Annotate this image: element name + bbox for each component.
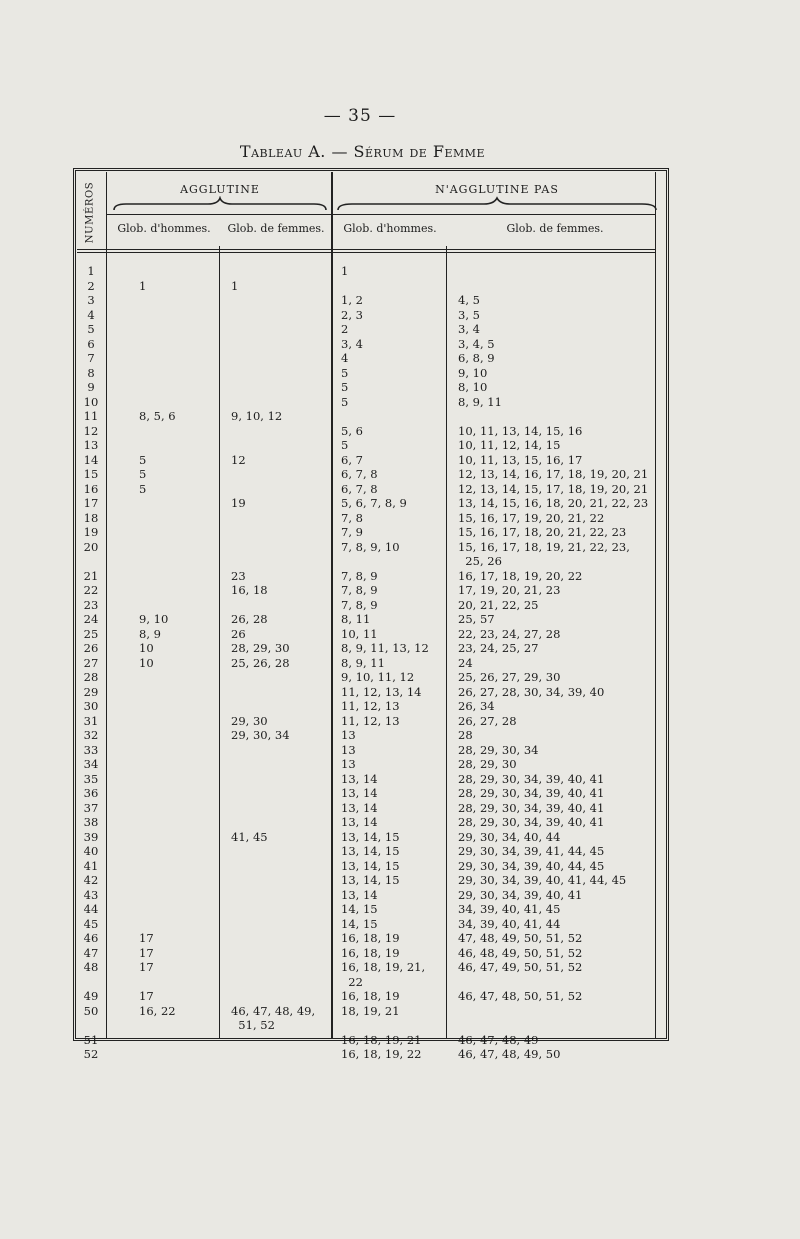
- nag-hommes-cell: 14, 15: [341, 902, 378, 916]
- nag-femmes-cell: 6, 8, 9: [458, 351, 495, 365]
- nag-femmes-cell: 46, 47, 48, 50, 51, 52: [458, 989, 583, 1003]
- header-rule: [106, 214, 655, 215]
- table-row: [0, 511, 800, 526]
- nag-femmes-cell: 26, 27, 28: [458, 713, 517, 728]
- table-row: [0, 728, 800, 743]
- nag-femmes-cell: 34, 39, 40, 41, 44: [458, 916, 561, 931]
- nag-femmes-cell: 22, 23, 24, 27, 28: [458, 626, 561, 641]
- nag-femmes-cell: 28: [458, 728, 473, 742]
- nag-hommes-cell: 13, 14: [341, 815, 378, 829]
- row-number: 48: [83, 960, 99, 974]
- row-number: 39: [83, 829, 99, 844]
- nag-hommes-cell: 6, 7: [341, 452, 363, 467]
- row-number: 44: [83, 902, 99, 916]
- table-row: [0, 1018, 800, 1033]
- table-row: [0, 264, 800, 279]
- nag-hommes-cell: 11, 12, 13: [341, 713, 400, 728]
- nag-femmes-cell: 29, 30, 34, 39, 40, 41: [458, 887, 583, 902]
- table-body: [0, 264, 800, 1062]
- row-number: 29: [83, 684, 99, 699]
- table-row: [0, 598, 800, 613]
- table-row: [0, 554, 800, 569]
- agg-hommes-cell: 9, 10: [139, 612, 169, 626]
- row-number: 3: [87, 293, 95, 307]
- agg-hommes-cell: 8, 9: [139, 626, 161, 641]
- row-number: 41: [83, 858, 99, 873]
- nag-hommes-cell: 16, 18, 19: [341, 945, 400, 960]
- nag-hommes-header: Glob. d'hommes.: [343, 222, 437, 235]
- row-number: 33: [83, 742, 99, 757]
- nag-femmes-cell: 46, 47, 48, 49: [458, 1032, 539, 1047]
- table-row: [0, 685, 800, 700]
- agglutine-brace: [112, 196, 328, 214]
- table-row: [0, 1033, 800, 1048]
- table-row: [0, 772, 800, 787]
- agg-femmes-cell: 9, 10, 12: [231, 409, 283, 423]
- row-number: 15: [83, 467, 99, 481]
- nag-femmes-cell: 26, 34: [458, 699, 495, 713]
- table-row: [0, 917, 800, 932]
- row-number: 21: [83, 568, 99, 583]
- table-row: [0, 308, 800, 323]
- agg-hommes-cell: 17: [139, 945, 154, 960]
- table-row: [0, 482, 800, 497]
- table-row: [0, 830, 800, 845]
- row-number: 28: [83, 670, 99, 684]
- nag-hommes-cell: 14, 15: [341, 916, 378, 931]
- agg-femmes-cell: 26: [231, 626, 246, 641]
- agg-femmes-cell: 29, 30: [231, 713, 268, 728]
- agglutine-header: AGGLUTINE: [180, 183, 260, 196]
- agg-femmes-header: Glob. de femmes.: [227, 222, 325, 235]
- nag-femmes-cell: 3, 4, 5: [458, 336, 495, 351]
- row-number: 37: [83, 800, 99, 815]
- row-number: 18: [83, 510, 99, 525]
- table-row: [0, 1004, 800, 1019]
- nag-femmes-cell: 12, 13, 14, 16, 17, 18, 19, 20, 21: [458, 467, 649, 481]
- nag-femmes-cell: 12, 13, 14, 15, 17, 18, 19, 20, 21: [458, 481, 649, 496]
- table-row: [0, 975, 800, 990]
- row-number: 50: [83, 1003, 99, 1018]
- row-number: 34: [83, 757, 99, 771]
- table-row: [0, 569, 800, 584]
- table-title: Tableau A. — Sérum de Femme: [239, 142, 486, 161]
- nagglutine-pas-brace: [336, 196, 658, 214]
- table-row: [0, 279, 800, 294]
- numeros-header-label: NUMÉROS: [84, 181, 96, 243]
- agg-hommes-cell: 8, 5, 6: [139, 409, 176, 423]
- nag-hommes-cell: 5, 6, 7, 8, 9: [341, 496, 407, 510]
- nag-femmes-cell: 8, 9, 11: [458, 394, 502, 409]
- table-row: [0, 931, 800, 946]
- table-row: [0, 743, 800, 758]
- nag-femmes-cell: 20, 21, 22, 25: [458, 597, 539, 612]
- nag-hommes-cell: 13, 14, 15: [341, 858, 400, 873]
- row-number: 49: [83, 989, 99, 1003]
- nag-femmes-cell: 28, 29, 30, 34, 39, 40, 41: [458, 815, 605, 829]
- row-number: 14: [83, 452, 99, 467]
- numeros-header: [77, 176, 103, 248]
- nagglutine-pas-header: N'AGGLUTINE PAS: [435, 183, 559, 196]
- nag-hommes-cell: 5: [341, 380, 349, 394]
- nag-femmes-cell: 46, 47, 49, 50, 51, 52: [458, 960, 583, 974]
- table-row: [0, 641, 800, 656]
- nag-femmes-cell: 46, 47, 48, 49, 50: [458, 1047, 561, 1061]
- row-number: 30: [83, 699, 99, 713]
- agg-femmes-cell: 1: [231, 278, 239, 293]
- nag-hommes-cell: 7, 8, 9: [341, 597, 378, 612]
- nag-hommes-cell: 1: [341, 264, 349, 278]
- nag-femmes-cell: 15, 16, 17, 18, 19, 21, 22, 23,: [458, 539, 630, 554]
- nag-femmes-cell: 10, 11, 13, 15, 16, 17: [458, 452, 583, 467]
- table-row: [0, 902, 800, 917]
- row-number: 25: [83, 626, 99, 641]
- table-row: [0, 786, 800, 801]
- nag-femmes-cell: 17, 19, 20, 21, 23: [458, 583, 561, 597]
- nag-femmes-cell: 25, 26, 27, 29, 30: [458, 670, 561, 684]
- row-number: 31: [83, 713, 99, 728]
- nag-hommes-cell: 16, 18, 19, 21: [341, 1032, 422, 1047]
- row-number: 32: [83, 728, 99, 742]
- table-row: [0, 424, 800, 439]
- nag-femmes-cell: 10, 11, 12, 14, 15: [458, 438, 561, 452]
- row-number: 22: [83, 583, 99, 597]
- nag-femmes-header: Glob. de femmes.: [506, 222, 604, 235]
- row-number: 2: [87, 278, 95, 293]
- row-number: 4: [87, 307, 95, 322]
- nag-femmes-cell: 28, 29, 30, 34, 39, 40, 41: [458, 771, 605, 786]
- table-row: [0, 859, 800, 874]
- nag-hommes-cell: 16, 18, 19: [341, 931, 400, 945]
- table-row: [0, 844, 800, 859]
- agg-hommes-cell: 5: [139, 452, 147, 467]
- row-number: 11: [83, 409, 99, 423]
- nag-femmes-cell: 4, 5: [458, 293, 480, 307]
- nag-femmes-cell: 26, 27, 28, 30, 34, 39, 40: [458, 684, 605, 699]
- agg-femmes-cell: 19: [231, 496, 246, 510]
- nag-hommes-cell: 8, 9, 11: [341, 655, 385, 670]
- nag-hommes-cell: 2: [341, 322, 349, 336]
- agg-hommes-cell: 10: [139, 641, 154, 655]
- row-number: 27: [83, 655, 99, 670]
- nag-hommes-cell: 13: [341, 742, 356, 757]
- nag-hommes-cell: 13, 14, 15: [341, 844, 400, 858]
- nag-hommes-cell: 16, 18, 19, 21,: [341, 960, 426, 974]
- nag-femmes-cell: 28, 29, 30, 34, 39, 40, 41: [458, 786, 605, 800]
- nag-hommes-cell: 5: [341, 365, 349, 380]
- header-rule: [77, 249, 655, 250]
- nag-hommes-cell: 8, 11: [341, 612, 371, 626]
- table-row: [0, 351, 800, 366]
- nag-hommes-cell: 5: [341, 438, 349, 452]
- table-row: [0, 337, 800, 352]
- nag-femmes-cell: 29, 30, 34, 39, 40, 44, 45: [458, 858, 605, 873]
- nag-hommes-cell: 7, 8, 9, 10: [341, 539, 400, 554]
- table-row: [0, 801, 800, 816]
- nag-femmes-cell: 25, 57: [458, 612, 495, 626]
- agg-hommes-cell: 17: [139, 989, 154, 1003]
- nag-hommes-cell: 9, 10, 11, 12: [341, 670, 415, 684]
- row-number: 9: [87, 380, 95, 394]
- agg-femmes-cell: 51, 52: [231, 1018, 275, 1032]
- nag-hommes-cell: 5: [341, 394, 349, 409]
- row-number: 13: [83, 438, 99, 452]
- nag-hommes-cell: 1, 2: [341, 293, 363, 307]
- nag-hommes-cell: 2, 3: [341, 307, 363, 322]
- agg-hommes-cell: 17: [139, 960, 154, 974]
- row-number: 6: [87, 336, 95, 351]
- agg-femmes-cell: 28, 29, 30: [231, 641, 290, 655]
- table-row: [0, 409, 800, 424]
- row-number: 20: [83, 539, 99, 554]
- nag-hommes-cell: 13, 14: [341, 771, 378, 786]
- nag-femmes-cell: 28, 29, 30: [458, 757, 517, 771]
- row-number: 36: [83, 786, 99, 800]
- agg-femmes-cell: 23: [231, 568, 246, 583]
- nag-femmes-cell: 16, 17, 18, 19, 20, 22: [458, 568, 583, 583]
- agg-femmes-cell: 29, 30, 34: [231, 728, 290, 742]
- table-row: [0, 322, 800, 337]
- nag-hommes-cell: 11, 12, 13, 14: [341, 684, 422, 699]
- nag-hommes-cell: 16, 18, 19, 22: [341, 1047, 422, 1061]
- agg-femmes-cell: 41, 45: [231, 829, 268, 844]
- table-row: [0, 946, 800, 961]
- nag-femmes-cell: 46, 48, 49, 50, 51, 52: [458, 945, 583, 960]
- nag-femmes-cell: 15, 16, 17, 19, 20, 21, 22: [458, 510, 605, 525]
- table-row: [0, 293, 800, 308]
- agg-femmes-cell: 26, 28: [231, 612, 268, 626]
- nag-hommes-cell: 22: [341, 974, 363, 989]
- table-row: [0, 366, 800, 381]
- row-number: 5: [87, 322, 95, 336]
- nag-hommes-cell: 5, 6: [341, 423, 363, 438]
- agg-hommes-cell: 10: [139, 655, 154, 670]
- agg-femmes-cell: 25, 26, 28: [231, 655, 290, 670]
- nag-hommes-cell: 16, 18, 19: [341, 989, 400, 1003]
- row-number: 38: [83, 815, 99, 829]
- table-row: [0, 380, 800, 395]
- nag-hommes-cell: 13, 14: [341, 800, 378, 815]
- table-row: [0, 612, 800, 627]
- nag-femmes-cell: 28, 29, 30, 34: [458, 742, 539, 757]
- row-number: 51: [83, 1032, 99, 1047]
- table-row: [0, 989, 800, 1004]
- row-number: 7: [87, 351, 95, 365]
- nag-femmes-cell: 29, 30, 34, 39, 41, 44, 45: [458, 844, 605, 858]
- row-number: 17: [83, 496, 99, 510]
- nag-hommes-cell: 13: [341, 728, 356, 742]
- table-row: [0, 714, 800, 729]
- nag-hommes-cell: 7, 8: [341, 510, 363, 525]
- nag-femmes-cell: 13, 14, 15, 16, 18, 20, 21, 22, 23: [458, 496, 649, 510]
- nag-hommes-cell: 13: [341, 757, 356, 771]
- nag-hommes-cell: 13, 14: [341, 786, 378, 800]
- agg-femmes-cell: 12: [231, 452, 246, 467]
- row-number: 26: [83, 641, 99, 655]
- nag-hommes-cell: 7, 8, 9: [341, 568, 378, 583]
- agg-hommes-cell: 1: [139, 278, 147, 293]
- nag-femmes-cell: 29, 30, 34, 39, 40, 41, 44, 45: [458, 873, 627, 887]
- nag-hommes-cell: 7, 8, 9: [341, 583, 378, 597]
- nag-femmes-cell: 23, 24, 25, 27: [458, 641, 539, 655]
- nag-hommes-cell: 7, 9: [341, 525, 363, 539]
- nag-hommes-cell: 10, 11: [341, 626, 378, 641]
- table-row: [0, 757, 800, 772]
- nag-hommes-cell: 18, 19, 21: [341, 1003, 400, 1018]
- nag-hommes-cell: 11, 12, 13: [341, 699, 400, 713]
- nag-femmes-cell: 24: [458, 655, 473, 670]
- nag-femmes-cell: 3, 5: [458, 307, 480, 322]
- row-number: 16: [83, 481, 99, 496]
- nag-hommes-cell: 13, 14: [341, 887, 378, 902]
- table-row: [0, 888, 800, 903]
- nag-hommes-cell: 13, 14, 15: [341, 873, 400, 887]
- agg-femmes-cell: 16, 18: [231, 583, 268, 597]
- nag-femmes-cell: 29, 30, 34, 40, 44: [458, 829, 561, 844]
- row-number: 40: [83, 844, 99, 858]
- nag-femmes-cell: 10, 11, 13, 14, 15, 16: [458, 423, 583, 438]
- page-number: — 35 —: [323, 106, 397, 126]
- table-row: [0, 815, 800, 830]
- nag-femmes-cell: 8, 10: [458, 380, 488, 394]
- agg-femmes-cell: 46, 47, 48, 49,: [231, 1003, 316, 1018]
- row-number: 42: [83, 873, 99, 887]
- agg-hommes-cell: 17: [139, 931, 154, 945]
- table-row: [0, 656, 800, 671]
- nag-hommes-cell: 3, 4: [341, 336, 363, 351]
- nag-femmes-cell: 34, 39, 40, 41, 45: [458, 902, 561, 916]
- table-row: [0, 438, 800, 453]
- table-row: [0, 525, 800, 540]
- table-row: [0, 699, 800, 714]
- nag-femmes-cell: 3, 4: [458, 322, 480, 336]
- table-row: [0, 453, 800, 468]
- row-number: 35: [83, 771, 99, 786]
- table-row: [0, 496, 800, 511]
- row-number: 45: [83, 916, 99, 931]
- table-row: [0, 540, 800, 555]
- table-row: [0, 670, 800, 685]
- row-number: 10: [83, 394, 99, 409]
- nag-hommes-cell: 8, 9, 11, 13, 12: [341, 641, 429, 655]
- row-number: 46: [83, 931, 99, 945]
- nag-femmes-cell: 9, 10: [458, 365, 488, 380]
- table-row: [0, 583, 800, 598]
- table-row: [0, 467, 800, 482]
- agg-hommes-header: Glob. d'hommes.: [117, 222, 211, 235]
- table-row: [0, 873, 800, 888]
- agg-hommes-cell: 5: [139, 467, 147, 481]
- row-number: 23: [83, 597, 99, 612]
- table-row: [0, 960, 800, 975]
- nag-hommes-cell: 6, 7, 8: [341, 481, 378, 496]
- nag-femmes-cell: 47, 48, 49, 50, 51, 52: [458, 931, 583, 945]
- row-number: 19: [83, 525, 99, 539]
- nag-femmes-cell: 28, 29, 30, 34, 39, 40, 41: [458, 800, 605, 815]
- agg-hommes-cell: 5: [139, 481, 147, 496]
- table-row: [0, 1047, 800, 1062]
- header-rule: [77, 252, 655, 253]
- row-number: 12: [83, 423, 99, 438]
- row-number: 47: [83, 945, 99, 960]
- table-row: [0, 395, 800, 410]
- nag-hommes-cell: 13, 14, 15: [341, 829, 400, 844]
- nag-hommes-cell: 6, 7, 8: [341, 467, 378, 481]
- agg-hommes-cell: 16, 22: [139, 1003, 176, 1018]
- row-number: 24: [83, 612, 99, 626]
- table-row: [0, 627, 800, 642]
- nag-femmes-cell: 25, 26: [458, 554, 502, 568]
- nag-hommes-cell: 4: [341, 351, 349, 365]
- row-number: 52: [83, 1047, 99, 1061]
- row-number: 1: [87, 264, 95, 278]
- nag-femmes-cell: 15, 16, 17, 18, 20, 21, 22, 23: [458, 525, 627, 539]
- row-number: 8: [87, 365, 95, 380]
- row-number: 43: [83, 887, 99, 902]
